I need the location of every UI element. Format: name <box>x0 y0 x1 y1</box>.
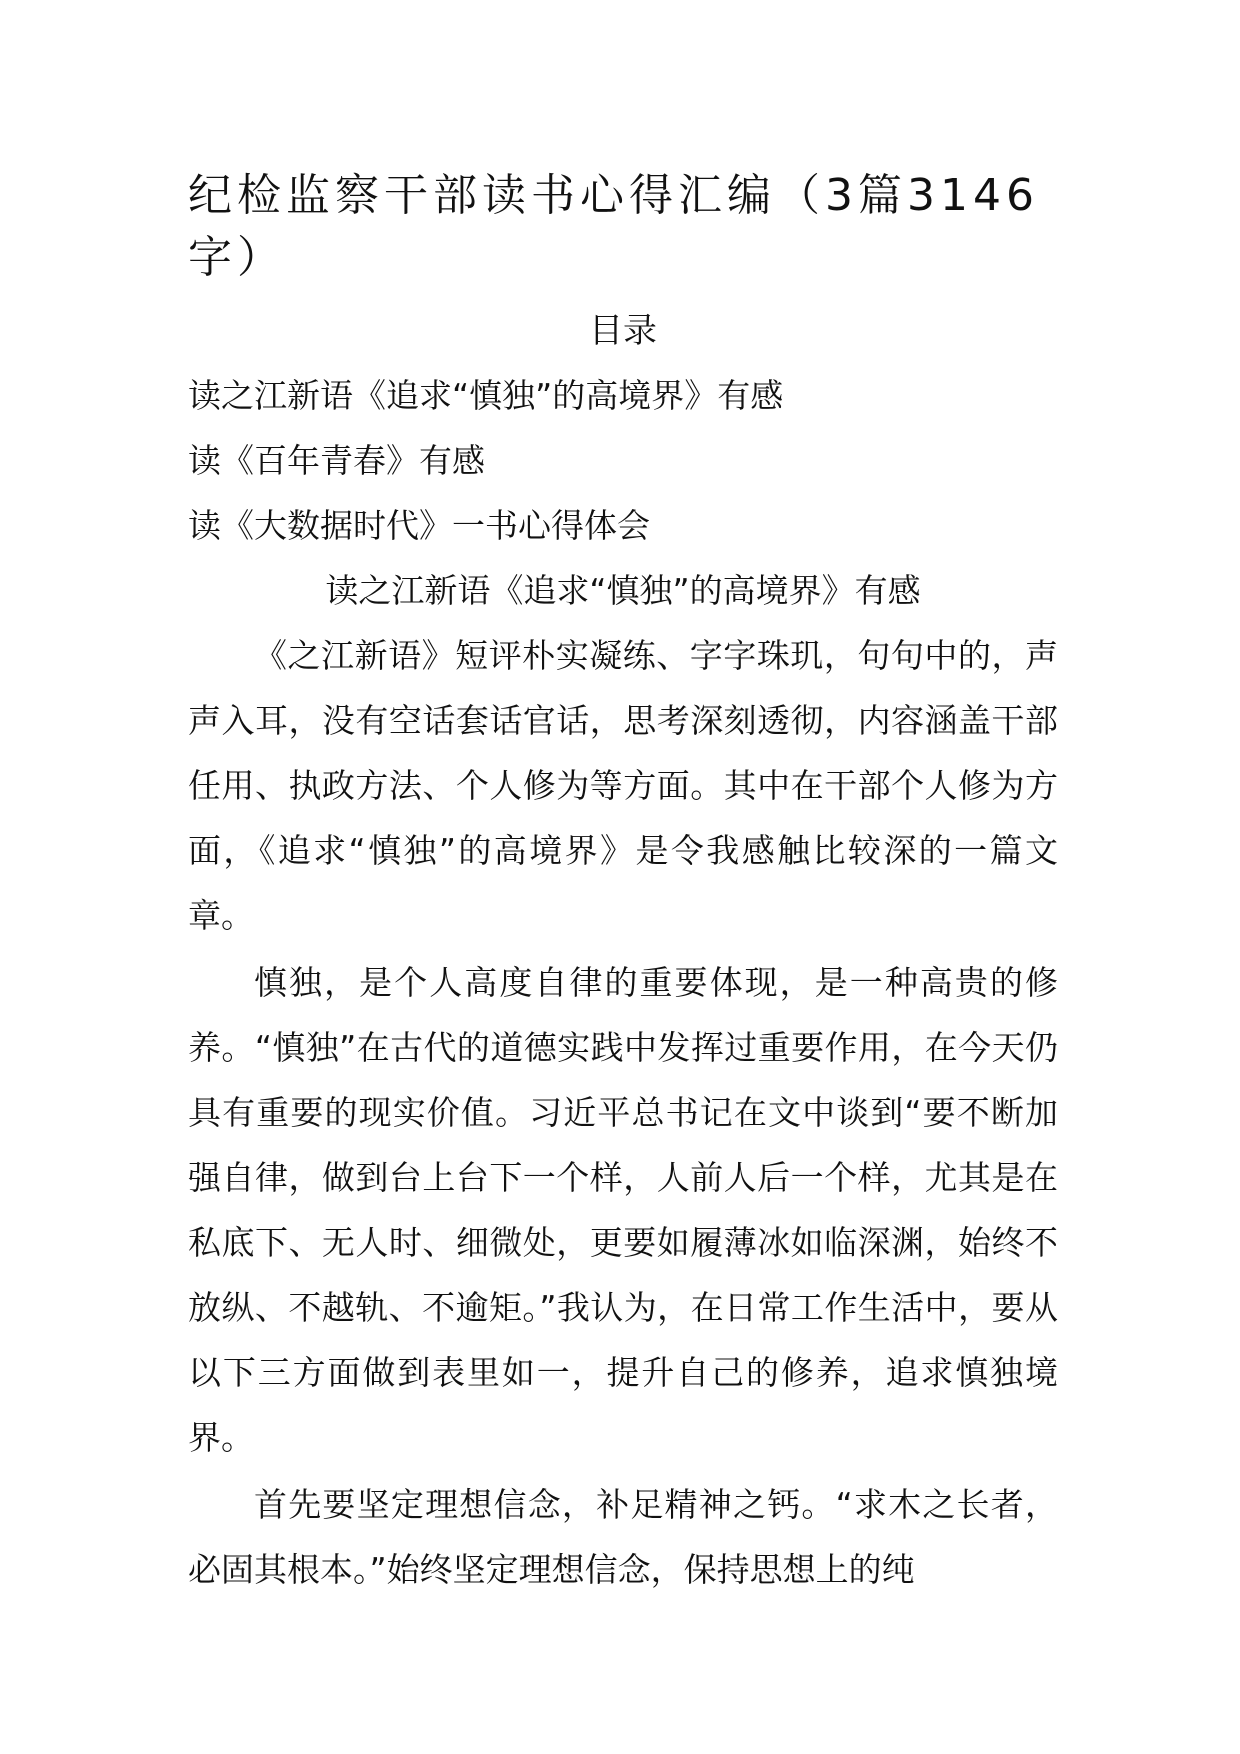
body-paragraph: 《之江新语》短评朴实凝练、字字珠玑，句句中的，声声入耳，没有空话套话官话，思考深刻透彻，内容涵盖干部任用、执政方法、个人修为等方面。其中在干部个人修为方面，《追求“慎独”的高境界》是令我感触比较深的一篇文章。 <box>188 636 1058 935</box>
toc-item: 读之江新语《追求“慎独”的高境界》有感 <box>188 376 784 415</box>
toc-item: 读《大数据时代》一书心得体会 <box>188 506 650 545</box>
body-paragraph: 首先要坚定理想信念，补足精神之钙。“求木之长者，必固其根本。”始终坚定理想信念，保持思想上的纯 <box>188 1485 1058 1589</box>
document-title: 纪检监察干部读书心得汇编（3篇3146字） <box>188 170 1039 283</box>
body-paragraph: 慎独，是个人高度自律的重要体现，是一种高贵的修养。“慎独”在古代的道德实践中发挥过重要作用，在今天仍具有重要的现实价值。习近平总书记在文中谈到“要不断加强自律，做到台上台下一个样，人前人后一个样，尤其是在私底下、无人时、细微处，更要如履薄冰如临深渊，始终不放纵、不越轨、不逾矩。”我认为，在日常工作生活中，要从以下三方面做到表里如一，提升自己的修养，追求慎独境界。 <box>188 963 1058 1457</box>
article-title: 读之江新语《追求“慎独”的高境界》有感 <box>325 571 921 610</box>
article-body <box>188 623 1058 1602</box>
toc-heading: 目录 <box>589 311 657 351</box>
table-of-contents <box>188 363 1058 558</box>
document-page <box>188 165 1058 1602</box>
toc-item: 读《百年青春》有感 <box>188 441 485 480</box>
